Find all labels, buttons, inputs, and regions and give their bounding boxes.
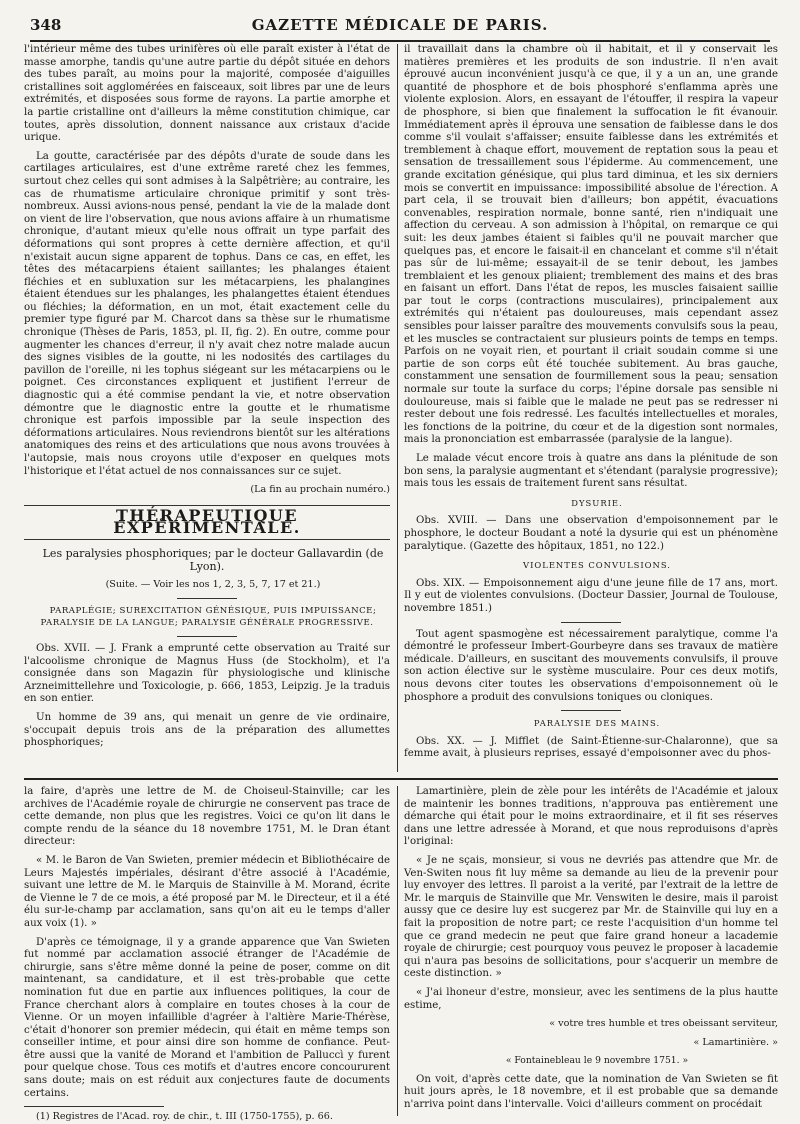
article-title: Les paralysies phosphoriques; par le docteur Gallavardin (de Lyon). <box>42 546 384 573</box>
observation-paragraph: Obs. XX. — J. Mifflet (de Saint-Étienne-sur-Chalaronne), que sa femme avait, à plusieurs reprises, essayé d'empoisonner avec du phos- <box>404 735 778 760</box>
upper-left-column <box>24 44 390 774</box>
running-title: GAZETTE MÉDICALE DE PARIS. <box>251 16 549 34</box>
column-rule <box>397 44 398 772</box>
body-paragraph: Le malade vécut encore trois à quatre ans dans la plénitude de son bon sens, la paralysie augmentant et s'étendant (paralysie progressive); mais tous les essais de traitement furent sans résultat. <box>404 453 778 490</box>
body-paragraph: la faire, d'après une lettre de M. de Choiseul-Stainville; car les archives de l'Académie royale de chirurgie ne conservent pas trace de cette demande, non plus que les registres. Voici ce qu'on lit dans le compte rendu de la séance du 18 novembre 1751, M. le Dran étant directeur: <box>24 786 390 848</box>
column-rule <box>397 786 398 1116</box>
divider <box>177 636 237 637</box>
letter-date: « Fontainebleau le 9 novembre 1751. » <box>505 1055 689 1067</box>
upper-right-column <box>404 44 778 774</box>
article-continuation-note: (Suite. — Voir les nos 1, 2, 3, 5, 7, 17 et 21.) <box>105 579 321 591</box>
body-paragraph: D'après ce témoignage, il y a grande apparence que Van Swieten fut nommé par acclamation associé étranger de l'Académie de chirurgie, sans s'être même donné la peine de poser, comme on dit maintenant, sa candidature, et il est très-probable que cette nomination fut due en partie aux influences politiques, la cour de France cherchant alors à complaire en toutes choses à la cour de Vienne. Or un moyen infaillible d'agréer à l'altière Marie-Thérèse, c'était d'honorer son premier médecin, qui était en même temps son conseiller intime, et pour ainsi dire son homme de confiance. Peut-être aussi que la vanité de Morand et l'ambition de Palluccì y furent pour quelque chose. Tous ces motifs et d'autres encore concoururent sans doute; mais on est réduit aux conjectures faute de documents certains. <box>24 936 390 1099</box>
body-paragraph: La goutte, caractérisée par des dépôts d'urate de soude dans les cartilages articulaires, est d'une extrême rareté chez les femmes, surtout chez celles qui sont admises à la Salpêtrière; au contraire, les cas de rhumatisme articulaire chronique primitif y sont très-nombreux. Aussi avions-nous pensé, pendant la vie de la malade dont on vient de lire l'observation, que nous avions affaire à un rhumatisme chronique, d'autant mieux qu'elle nous offrait un type parfait des déformations qui sont propres à cette dernière affection, et qu'il n'existait aucun signe apparent de tophus. Dans ce cas, en effet, les têtes des métacarpiens étaient saillantes; les phalanges étaient fléchies et en subluxation sur les métacarpiens, les phalangines étaient étendues sur les phalanges, les phalangettes étaient étendues ou fléchies; la déformation, en un mot, était exactement celle du premier type figuré par M. Charcot dans sa thèse sur le rhumatisme chronique (Thèses de Paris, 1853, pl. II, fig. 2). En outre, comme pour augmenter les chances d'erreur, il n'y avait chez notre malade aucun des signes visibles de la goutte, ni les nodosités des cartilages du pavillon de l'oreille, ni les tophus siégeant sur les métacarpiens ou le poignet. Ces circonstances expliquent et justifient l'erreur de diagnostic qui a été commise pendant la vie, et notre observation démontre que le diagnostic entre la goutte et le rhumatisme chronique est parfois impossible par la seule inspection des déformations articulaires. Nous reviendrons bientôt sur les altérations anatomiques des reins et des articulations que nous avons trouvées à l'autopsie, mais nous croyons utile d'exposer en quelques mots l'historique et l'état actuel de nos connaissances sur ce sujet. <box>24 150 390 477</box>
body-paragraph: Tout agent spasmogène est nécessairement paralytique, comme l'a démontré le professeur Imbert-Gourbeyre dans ses travaux de matière médicale. D'ailleurs, en suscitant des mouvements convulsifs, il prouve son action élective sur le système musculaire. Pour ces deux motifs, nous devons citer toutes les observations d'empoisonnement où le phosphore a produit des convulsions toniques ou cloniques. <box>404 628 778 703</box>
observation-paragraph: Un homme de 39 ans, qui menait un genre de vie ordinaire, s'occupait depuis trois ans de la préparation des allumettes phosphoriques; <box>24 711 390 749</box>
page-number: 348 <box>30 16 62 34</box>
subheading-convulsions: VIOLENTES CONVULSIONS. <box>523 560 671 571</box>
observation-paragraph: Obs. XVII. — J. Frank a emprunté cette observation au Traité sur l'alcoolisme chronique de Magnus Huss (de Stockholm), et l'a consignée dans son Magazin für physiologische und klinische Arzneimittellehre und Toxicologie, p. 666, 1853, Leipzig. Je la traduis en son entier. <box>24 642 390 705</box>
section-heading: THÉRAPEUTIQUE EXPÉRIMENTALE. <box>24 505 390 540</box>
section-rule <box>24 778 778 780</box>
body-paragraph: On voit, d'après cette date, que la nomination de Van Swieten se fit huit jours après, le 18 novembre, et il est probable que sa demande n'arriva point dans l'intervalle. Voici d'ailleurs comment on procédait <box>404 1073 778 1111</box>
footnote: (1) Registres de l'Acad. roy. de chir., t. III (1750-1755), p. 66. <box>36 1111 333 1123</box>
observation-paragraph: Obs. XIX. — Empoisonnement aigu d'une jeune fille de 17 ans, mort. Il y eut de violentes convulsions. (Docteur Dassier, Journal de Toulouse, novembre 1851.) <box>404 577 778 614</box>
subheading-dysurie: DYSURIE. <box>571 497 623 508</box>
divider <box>561 710 621 711</box>
body-paragraph: il travaillait dans la chambre où il habitait, et il y conservait les matières premières et les produits de son industrie. Il n'en avait éprouvé aucun inconvénient jusqu'à ce que, il y a un an, une grande quantité de phosphore et de bois phosphoré s'enflamma après une violente explosion. Alors, en essayant de l'étouffer, il respira la vapeur de phosphore, si bien que finalement la suffocation le fit évanouir. Immédiatement après il éprouva une sensation de faiblesse dans le dos comme s'il voulait s'affaisser; ensuite faiblesse dans les extrémités et tremblement à chaque effort, mouvement de reptation sous la peau et sensation de tressaillement sous l'épiderme. Au commencement, une grande excitation génésique, qui plus tard diminua, et les six derniers mois se convertit en impuissance: impossibilité absolue de l'érection. A part cela, il se trouvait bien d'ailleurs; bon appétit, évacuations convenables, respiration normale, bonne santé, rien n'indiquait une affection du cerveau. A son admission à l'hôpital, on remarque ce qui suit: les deux jambes étaient si faibles qu'il ne pouvait marcher que quelques pas, et encore le faisait-il en chancelant et comme s'il n'était pas sûr de lui-même; essayait-il de se tenir debout, les jambes tremblaient et les genoux pliaient; tremblement des mains et des bras en faisant un effort. Dans l'état de repos, les muscles faisaient saillie par tout le corps (contractions musculaires), principalement aux extrémités qui n'étaient pas douloureuses, mais cependant assez sensibles pour laisser paraître des mouvements convulsifs sous la peau, et les muscles se contractaient sur plusieurs points de temps en temps. Parfois on ne voyait rien, et pourtant il criait soudain comme si une partie de son corps eût été touchée subitement. Au bras gauche, constamment une sensation de fourmillement sous la peau; sensation normale sur toute la surface du corps; l'épine dorsale pas sensible ni douloureuse, mais si faible que le malade ne peut pas se redresser ni rester debout une fois redressé. Les facultés intellectuelles et morales, les fonctions de la poitrine, du cœur et de la digestion sont normales, mais la prononciation est embarrassée (paralysie de la langue). <box>404 44 778 446</box>
lower-left-column <box>24 786 390 1123</box>
footnote-rule <box>24 1106 164 1107</box>
continuation-note: (La fin au prochain numéro.) <box>250 484 390 496</box>
divider <box>561 622 621 623</box>
subject-line: PARAPLÉGIE; SUREXCITATION GÉNÉSIQUE, PUIS IMPUISSANCE; PARALYSIE DE LA LANGUE; PARALYSIE GÉNÉRALE PROGRESSIVE. <box>40 605 377 629</box>
quoted-letter: « Je ne sçais, monsieur, si vous ne devriés pas attendre que Mr. de Ven-Switen nous fit luy même sa demande au lieu de la prevenir pour luy envoyer des lettres. Il paroist a la verité, par l'extrait de la lettre de Mr. le marquis de Stainville que Mr. Venswiten le desire, mais il paroist aussy que ce desire luy est sucgerez par Mr. de Stainville qui luy en a fait la proposition de notre part; ce reste l'acquisition d'un homme tel que ce grand medecin ne peut que faire grand honeur a lacademie royale de chirurgie; cest pourquoy vous peuvez le proposer à lacademie qui n'aura pas besoins de sollicitations, pour s'acquerir un membre de ceste distinction. » <box>404 854 778 980</box>
divider <box>177 598 237 599</box>
quoted-paragraph: « M. le Baron de Van Swieten, premier médecin et Bibliothécaire de Leurs Majestés impériales, désirant d'être associé à l'Académie, suivant une lettre de M. le Marquis de Stainville à M. Morand, écrite de Vienne le 7 de ce mois, a été proposé par M. le Directeur, et il a été élu sur-le-champ par acclamation, sans qu'on ait eu le temps d'aller aux voix (1). » <box>24 854 390 929</box>
quoted-letter: « J'ai lhoneur d'estre, monsieur, avec les sentimens de la plus hautte estime, <box>404 986 778 1011</box>
body-paragraph: Lamartinière, plein de zèle pour les intérêts de l'Académie et jaloux de maintenir les bonnes traditions, n'approuva pas entièrement une démarche qui était pour le moins extraordinaire, et il fit ses réserves dans une lettre adressée à Morand, et que nous reproduisons d'après l'original: <box>404 786 778 848</box>
subheading-paralysie-mains: PARALYSIE DES MAINS. <box>533 718 661 729</box>
observation-paragraph: Obs. XVIII. — Dans une observation d'empoisonnement par le phosphore, le docteur Boudant a noté la dysurie qui est un phénomène paralytique. (Gazette des hôpitaux, 1851, no 122.) <box>404 515 778 552</box>
body-paragraph: l'intérieur même des tubes urinifères où elle paraît exister à l'état de masse amorphe, tandis qu'une autre partie du dépôt située en dehors des tubes paraît, au moins pour la majorité, composée d'aiguilles cristallines soit agglomérées en faisceaux, soit libres par une de leurs extrémités, et disposées sous forme de rayons. La partie amorphe et la partie cristalline ont d'ailleurs la même constitution chimique, car toutes, après dissolution, donnent naissance aux cristaux d'acide urique. <box>24 44 390 144</box>
letter-signature: « Lamartinière. » <box>693 1036 778 1048</box>
lower-right-column <box>404 786 778 1112</box>
page-header <box>30 14 770 42</box>
letter-closing: « votre tres humble et tres obeissant serviteur, <box>549 1018 778 1030</box>
